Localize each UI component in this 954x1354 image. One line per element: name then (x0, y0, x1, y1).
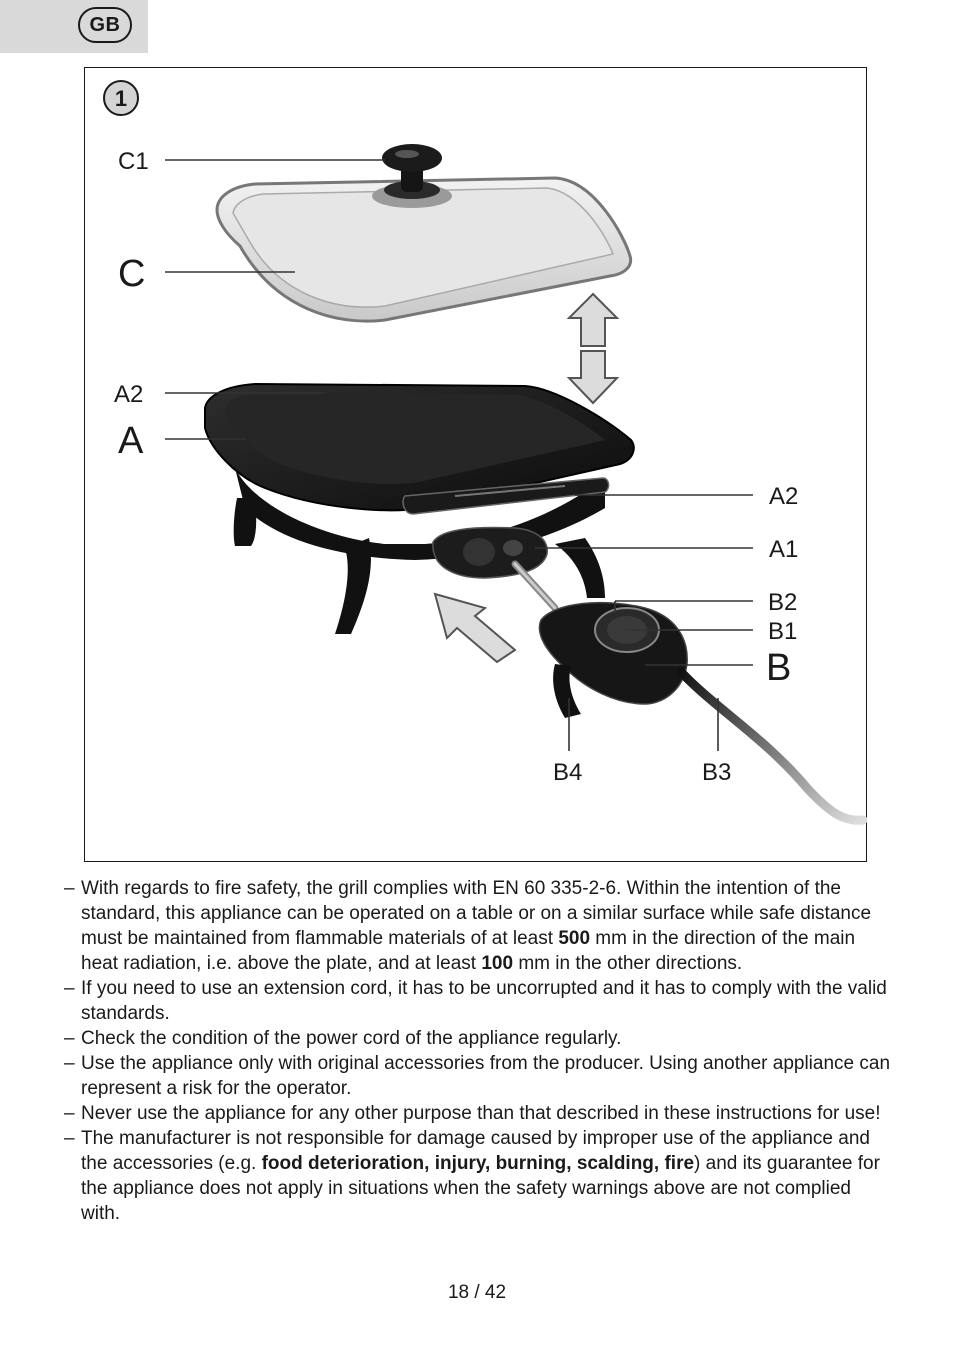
label-a2-left: A2 (114, 381, 144, 408)
label-b3: B3 (702, 759, 732, 786)
list-item: – Never use the appliance for any other purpose than that described in these instructions for use! (64, 1103, 881, 1124)
label-c1: C1 (118, 148, 149, 175)
label-c: C (118, 253, 146, 295)
figure-number-badge (104, 81, 138, 115)
list-item: – Use the appliance only with original accessories from the producer. Using another appliance can represent a risk for the operator. (64, 1053, 891, 1099)
label-a: A (118, 420, 144, 462)
glass-lid (217, 144, 631, 321)
figure-1-frame (84, 67, 867, 862)
label-b4: B4 (553, 759, 583, 786)
language-tab (0, 0, 148, 53)
language-badge: GB (78, 7, 132, 43)
insert-direction-arrow-icon (435, 594, 515, 662)
label-b: B (766, 647, 792, 689)
page-number: 18 / 42 (447, 1282, 507, 1303)
label-a2-right: A2 (769, 483, 799, 510)
label-b2: B2 (768, 589, 798, 616)
grill-pan (205, 384, 634, 634)
list-item: – With regards to fire safety, the grill complies with EN 60 335-2-6. Within the intention of the standard, this appliance can be operated on a table or on a similar surface while safe distance must be maintained from flammable materials of at least 500 mm in the direction of the main heat radiation, i.e. above the plate, and at least 100 mm in the other directions. (64, 878, 872, 974)
list-item: – If you need to use an extension cord, it has to be uncorrupted and it has to comply with the valid standards. (64, 978, 887, 1024)
label-a1: A1 (769, 536, 799, 563)
safety-instructions-list (64, 876, 894, 1226)
up-down-arrows-icon (569, 294, 617, 403)
list-item: – The manufacturer is not responsible for damage caused by improper use of the appliance and the accessories (e.g. food deterioration, injury, burning, scalding, fire) and its guarantee for the appliance does not apply in situations when the safety warnings above are not complied with. (64, 1128, 880, 1224)
list-item: – Check the condition of the power cord of the appliance regularly. (64, 1028, 622, 1049)
figure-number: 1 (114, 86, 128, 111)
electric-grill-illustration (85, 68, 868, 863)
label-b1: B1 (768, 618, 798, 645)
